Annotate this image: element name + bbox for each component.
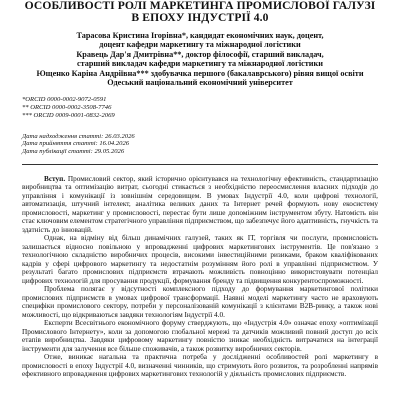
body-paragraph xyxy=(22,234,378,285)
section-divider xyxy=(22,164,378,165)
body-paragraph xyxy=(22,175,378,235)
affiliation-line: Одеський національний економічний університет xyxy=(107,78,293,88)
body-paragraph xyxy=(22,285,378,319)
orcid-list xyxy=(22,96,378,119)
accepted-date: Дата прийняття статті: 16.04.2026 xyxy=(22,140,130,148)
orcid-id: *** ORCID 0009-0001-0832-2069 xyxy=(22,112,115,120)
author-line: Кравець Дар'я Дмитрівна**, доктор філософії, старший викладач, xyxy=(76,49,324,59)
paragraph-text: Експерти Всесвітнього економічного форуму стверджують, що «Індустрія 4.0» означає епоху «оптимізації Промислового Інтернету», коли за допомогою глобальної мережі та датчиків можливий повний доступ до всіх етапів виробництва. Завдяки цифровому маркетингу повністю зникає необхідність витрачатися на інтеграції інструменти для залучення все більше споживачів, а також розвитку виробничих секторів. xyxy=(22,319,378,353)
paragraph-text: Однак, на відміну від більш динамічних галузей, таких як ІТ, торгівля чи послуги, промисловість залишається відносно повільною у впровадженні цифрових маркетингових інструментів. Це пов'язано з технологічною складністю виробничих процесів, високими інвестиційними ризиками, браком кваліфікованих кадрів у сфері цифрового маркетингу та недостатнім розумінням його ролі в управлінні підприємством. У результаті багато промислових підприємств втрачають можливість повноцінно використовувати потенціал цифрових технологій для просування продукції, формування бренду та підвищення конкурентоспроможності. xyxy=(22,234,378,285)
body-paragraph xyxy=(22,353,378,379)
paper-title xyxy=(22,0,378,24)
article-body xyxy=(22,175,378,379)
author-line: Ющенко Каріна Андріївна*** здобувачка першого (бакалаврського) рівня вищої освіти xyxy=(36,68,364,78)
paragraph-text: Отже, виникає нагальна та практична потреба у дослідженні особливостей ролі маркетингу в промисловості в епоху Індустрії 4.0, визначенні чинників, що стримують його розвиток, та розробленні напрямів ефективного впровадження цифрових маркетингових технологій у діяльність промислових підприємств. xyxy=(22,353,378,379)
orcid-id: *ORCID 0000-0002-9072-0591 xyxy=(22,96,107,104)
paragraph-text: Промисловий сектор, який історично орієнтувався на технологічну ефективність, стандартизацію виробництва та оптимізацію витрат, сьогодні стикається з необхідністю переосмислення власних підходів до управління і комунікації із зовнішнім середовищем. В умовах Індустрії 4.0, коли цифрові технології, автоматизація, штучний інтелект, аналітика великих даних та Інтернет речей формують нову екосистему промисловості, маркетинг у промисловості, перестає бути лише допоміжним інструментом збуту. Натомість він стає ключовим елементом стратегічного управління підприємством, що забезпечує його адаптивність, гнучкість та здатність до інновацій. xyxy=(22,174,378,234)
orcid-id: ** ORCID 0000-0002-3508-7746 xyxy=(22,104,112,112)
author-line: Тарасова Кристина Ігорівна*, кандидат економічних наук, доцент, xyxy=(76,31,324,40)
author-block xyxy=(22,31,378,87)
section-lead: Вступ. xyxy=(44,174,66,183)
article-dates xyxy=(22,133,378,156)
title-line-1: ОСОБЛИВОСТІ РОЛІ МАРКЕТИНГА ПРОМИСЛОВОЇ ГАЛУЗІ xyxy=(24,0,376,12)
published-date: Дата публікації статті: 29.05.2026 xyxy=(22,148,125,156)
author-line: старший викладач кафедри маркетингу та міжнародної логістики xyxy=(77,59,323,69)
received-date: Дата надходження статті: 26.03.2026 xyxy=(22,132,135,140)
body-paragraph xyxy=(22,319,378,353)
author-line: доцент кафедри маркетингу та міжнародної логістики xyxy=(99,40,301,50)
title-line-2: В ЕПОХУ ІНДУСТРІЇ 4.0 xyxy=(131,11,269,24)
paragraph-text: Проблема полягає у відсутності комплексного підходу до формування маркетингової політики промислових підприємств в умовах цифрової трансформації. Наявні моделі маркетингу часто не враховують специфіки промислового сектору, потреби у персоналізованій комунікації з клієнтами B2B-ринку, а також нові можливості, що відкриваються завдяки технологіям Індустрії 4.0. xyxy=(22,285,378,319)
